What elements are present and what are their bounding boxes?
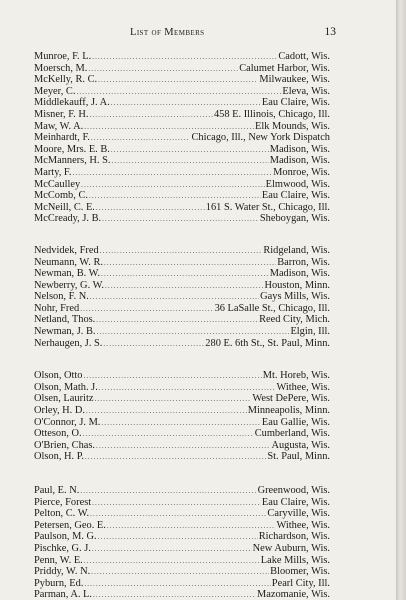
dot-leader: [107, 520, 276, 532]
member-row: [34, 144, 330, 156]
member-location: Mt. Horeb, Wis.: [262, 370, 330, 382]
member-location: Cumberland, Wis.: [254, 428, 330, 440]
dot-leader: [85, 451, 266, 463]
member-location: Eau Claire, Wis.: [261, 97, 330, 109]
member-location: Lake Mills, Wis.: [260, 554, 330, 566]
member-row: [34, 589, 330, 600]
member-row: [34, 428, 330, 440]
member-name: Neumann, W. R.: [34, 256, 103, 268]
member-name: Olsen, Lauritz: [34, 393, 94, 405]
member-name: Netland, Thos.: [34, 314, 96, 326]
member-location: West DePere, Wis.: [252, 393, 330, 405]
member-location: Chicago, Ill., New York Dispatch: [191, 132, 330, 144]
member-group: [34, 245, 330, 349]
member-location: New Auburn, Wis.: [252, 542, 330, 554]
member-location: 36 LaSalle St., Chicago, Ill.: [214, 302, 330, 314]
dot-leader: [100, 245, 263, 257]
member-location: 280 E. 6th St., St. Paul, Minn.: [205, 337, 330, 349]
member-name: Pelton, C. W.: [34, 508, 90, 520]
member-row: [34, 393, 330, 405]
member-name: McNeill, C. E.: [34, 201, 95, 213]
member-location: Cadott, Wis.: [278, 51, 330, 62]
member-row: [34, 566, 330, 578]
member-row: [34, 326, 330, 338]
dot-leader: [94, 393, 251, 405]
member-group: [34, 485, 330, 600]
member-name: Marty, F.: [34, 166, 72, 178]
running-title: List of Members: [130, 27, 205, 38]
member-row: [34, 451, 330, 463]
dot-leader: [101, 417, 261, 429]
dot-leader: [83, 428, 254, 440]
member-row: [34, 314, 330, 326]
member-name: Penn, W. E.: [34, 554, 83, 566]
member-name: Olson, Otto: [34, 370, 83, 382]
member-location: Calumet Harbor, Wis.: [239, 62, 330, 74]
member-location: Madison, Wis.: [269, 268, 330, 280]
member-location: Houston, Minn.: [264, 279, 330, 291]
member-location: Gays Mills, Wis.: [260, 291, 330, 303]
member-location: Eau Claire, Wis.: [261, 496, 330, 508]
member-location: Reed City, Mich.: [259, 314, 330, 326]
member-row: [34, 303, 330, 315]
member-name: Misner, F. H.: [34, 108, 89, 120]
member-row: [34, 417, 330, 429]
member-name: O'Brien, Chas.: [34, 439, 96, 451]
member-row: [34, 109, 330, 121]
member-name: O'Connor, J. M.: [34, 416, 101, 428]
member-name: Meinhardt, F.: [34, 132, 91, 144]
member-name: Paul, E. N.: [34, 485, 80, 496]
member-name: McCaulley: [34, 178, 81, 190]
member-location: Madison, Wis.: [269, 143, 330, 155]
member-location: Greenwood, Wis.: [257, 485, 330, 496]
member-location: Withee, Wis.: [276, 381, 330, 393]
dot-leader: [72, 167, 272, 179]
member-row: [34, 121, 330, 133]
member-row: [34, 578, 330, 590]
member-row: [34, 132, 330, 144]
member-name: Newman, J. B.: [34, 326, 96, 338]
member-name: McKelly, R. C.: [34, 74, 98, 86]
dot-leader: [84, 578, 270, 590]
member-name: Nohr, Fred: [34, 302, 80, 314]
member-group: [34, 51, 330, 225]
member-row: [34, 440, 330, 452]
member-name: Munroe, F. L.: [34, 51, 92, 62]
member-name: Olson, H. P.: [34, 451, 84, 463]
member-name: McManners, H. S.: [34, 155, 111, 167]
member-location: Withee, Wis.: [276, 519, 330, 531]
member-row: [34, 74, 330, 86]
member-location: 161 S. Water St., Chicago, Ill.: [205, 201, 330, 213]
member-location: Elgin, Ill.: [290, 326, 330, 338]
dot-leader: [98, 531, 258, 543]
member-location: St. Paul, Minn.: [267, 451, 330, 463]
member-row: [34, 338, 330, 350]
dot-leader: [84, 555, 260, 567]
member-name: Orley, H. D.: [34, 405, 85, 417]
member-location: Bloomer, Wis.: [270, 566, 330, 578]
member-row: [34, 531, 330, 543]
member-location: Elk Mounds, Wis.: [254, 120, 330, 132]
member-name: McComb, C.: [34, 190, 88, 202]
member-location: Eau Gallie, Wis.: [261, 416, 330, 428]
dot-leader: [91, 566, 269, 578]
member-row: [34, 382, 330, 394]
member-name: Parman, A. L.: [34, 589, 93, 600]
dot-leader: [104, 257, 276, 269]
member-list: [34, 51, 330, 600]
member-location: Mazomanie, Wis.: [257, 589, 330, 600]
member-name: Meyer, C.: [34, 85, 76, 97]
dot-leader: [98, 74, 258, 86]
member-name: McCready, J. B.: [34, 213, 102, 225]
member-row: [34, 370, 330, 382]
member-name: Pyburn, Ed.: [34, 577, 84, 589]
dot-leader: [80, 303, 213, 315]
dot-leader: [99, 382, 276, 394]
member-name: Nelson, F. N.: [34, 291, 89, 303]
member-name: Maw, W. A.: [34, 120, 84, 132]
dot-leader: [86, 405, 247, 417]
member-row: [34, 167, 330, 179]
member-location: Richardson, Wis.: [258, 531, 330, 543]
dot-leader: [92, 51, 277, 63]
dot-leader: [93, 589, 256, 600]
member-group: [34, 370, 330, 463]
member-name: Olson, Math. J.: [34, 381, 98, 393]
dot-leader: [84, 121, 254, 133]
dot-leader: [92, 497, 261, 509]
member-location: Elmwood, Wis.: [265, 178, 330, 190]
dot-leader: [88, 63, 238, 75]
dot-leader: [103, 338, 204, 350]
member-name: Newberry, G. W.: [34, 279, 105, 291]
dot-leader: [89, 190, 261, 202]
page-edge: [396, 0, 406, 600]
member-row: [34, 245, 330, 257]
dot-leader: [105, 280, 263, 292]
member-name: Paulson, M. G.: [34, 531, 97, 543]
member-location: Barron, Wis.: [277, 256, 330, 268]
member-name: Priddy, W. N.: [34, 566, 91, 578]
member-row: [34, 257, 330, 269]
member-row: [34, 291, 330, 303]
dot-leader: [92, 543, 252, 555]
member-name: Newman, B. W.: [34, 268, 101, 280]
dot-leader: [111, 155, 268, 167]
member-name: Pischke, G. J.: [34, 542, 91, 554]
member-location: Milwaukee, Wis.: [259, 74, 330, 86]
dot-leader: [90, 291, 259, 303]
member-row: [34, 485, 330, 497]
member-row: [34, 520, 330, 532]
dot-leader: [81, 179, 264, 191]
member-location: Ridgeland, Wis.: [263, 244, 330, 256]
page-number: 13: [324, 26, 336, 38]
member-location: Eau Claire, Wis.: [261, 190, 330, 202]
member-name: Nedvidek, Fred: [34, 244, 99, 256]
member-row: [34, 179, 330, 191]
member-name: Pierce, Forest: [34, 496, 92, 508]
member-name: Middlekauff, J. A.: [34, 97, 110, 109]
dot-leader: [89, 109, 213, 121]
member-row: [34, 190, 330, 202]
member-location: 458 E. Illinois, Chicago, Ill.: [213, 108, 330, 120]
member-location: Monroe, Wis.: [273, 166, 330, 178]
dot-leader: [90, 508, 266, 520]
member-location: Eleva, Wis.: [282, 85, 330, 97]
member-row: [34, 63, 330, 75]
member-name: Nerhaugen, J. S.: [34, 337, 103, 349]
dot-leader: [111, 97, 261, 109]
dot-leader: [76, 86, 281, 98]
member-location: Pearl City, Ill.: [271, 577, 330, 589]
dot-leader: [101, 268, 269, 280]
member-row: [34, 555, 330, 567]
member-row: [34, 268, 330, 280]
dot-leader: [80, 485, 256, 497]
member-row: [34, 508, 330, 520]
dot-leader: [91, 132, 190, 144]
member-row: [34, 497, 330, 509]
member-name: Petersen, Geo. E.: [34, 519, 106, 531]
dot-leader: [96, 440, 270, 452]
dot-leader: [96, 326, 289, 338]
member-row: [34, 51, 330, 63]
member-location: Sheboygan, Wis.: [259, 213, 330, 225]
member-name: Otteson, O.: [34, 428, 82, 440]
member-location: Caryville, Wis.: [267, 508, 330, 520]
member-row: [34, 155, 330, 167]
member-row: [34, 405, 330, 417]
dot-leader: [111, 144, 269, 156]
member-row: [34, 97, 330, 109]
member-row: [34, 543, 330, 555]
member-location: Minneapolis, Minn.: [247, 405, 330, 417]
member-name: Moore, Mrs. E. B.: [34, 143, 110, 155]
dot-leader: [102, 213, 259, 225]
member-location: Augusta, Wis.: [271, 439, 330, 451]
dot-leader: [96, 202, 205, 214]
page-header: [0, 27, 396, 43]
member-row: [34, 280, 330, 292]
member-location: Madison, Wis.: [269, 155, 330, 167]
member-name: Moersch, M.: [34, 62, 88, 74]
member-row: [34, 86, 330, 98]
member-row: [34, 213, 330, 225]
member-row: [34, 202, 330, 214]
dot-leader: [84, 370, 262, 382]
dot-leader: [96, 314, 258, 326]
